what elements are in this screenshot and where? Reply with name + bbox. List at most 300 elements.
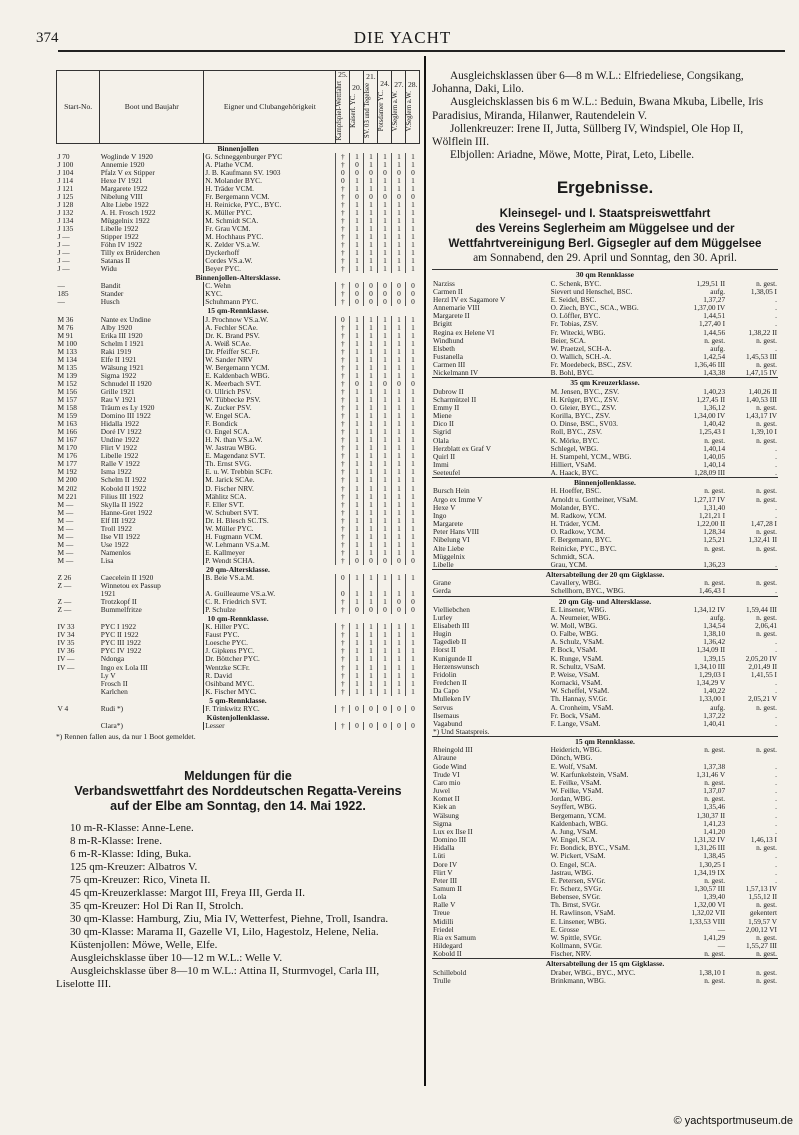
time-day-2: n. gest. <box>756 336 777 345</box>
boat-name: Föhn IV 1922 <box>100 241 143 250</box>
race-mark: 1 <box>392 388 406 396</box>
race-mark: 1 <box>350 233 364 241</box>
race-mark: 1 <box>364 509 378 517</box>
race-mark: 1 <box>406 257 420 265</box>
result-row <box>432 437 778 445</box>
boat-name: Ralle V 1922 <box>100 460 140 469</box>
meldung-line: 35 qm-Kreuzer: Hol Di Ran II, Strolch. <box>70 899 244 912</box>
time-day-2: n. gest. <box>756 420 777 429</box>
race-mark: 1 <box>406 316 420 324</box>
time-day-1: 1,41,20 <box>703 827 726 836</box>
race-mark: 1 <box>406 209 420 217</box>
time-day-1: 1,34,54 <box>703 621 726 630</box>
race-mark: 1 <box>350 623 364 631</box>
race-mark: 1 <box>350 372 364 380</box>
boat-name: Fustanella <box>433 352 463 361</box>
race-mark: 0 <box>350 722 364 730</box>
race-mark: 1 <box>392 688 406 696</box>
start-no: M 166 <box>57 428 78 437</box>
result-row <box>432 329 778 337</box>
race-mark: 1 <box>364 356 378 364</box>
race-row <box>57 209 420 217</box>
time-day-1: 1,29,03 I <box>698 670 726 679</box>
result-row <box>432 828 778 836</box>
race-row <box>57 420 420 428</box>
start-no: M 192 <box>57 468 78 477</box>
time-day-1 <box>674 754 726 762</box>
time-day-2: n. gest. <box>756 279 777 288</box>
time-day-1: 1,27,17 IV <box>693 495 726 504</box>
time-day-2: . <box>775 811 777 820</box>
race-mark: 1 <box>350 452 364 460</box>
race-mark: † <box>336 282 350 290</box>
race-mark: 0 <box>336 169 350 177</box>
time-day-2: . <box>775 787 777 796</box>
owner-club: Th. Ernst SVG. <box>204 460 336 468</box>
start-no: M 139 <box>57 371 78 380</box>
race-mark: 1 <box>392 501 406 509</box>
race-mark: 1 <box>392 533 406 541</box>
result-row <box>432 638 778 646</box>
owner-club: E. Feilke, VSaM. <box>550 778 602 787</box>
owner-club: Lesser <box>204 722 336 730</box>
race-mark: 1 <box>350 340 364 348</box>
result-row <box>432 795 778 803</box>
boat-name: Rudi *) <box>100 704 124 713</box>
race-mark: 1 <box>392 452 406 460</box>
boat-name: Wälsung <box>433 811 459 820</box>
boat-name: Emmy II <box>433 403 460 412</box>
time-day-1: 1,40,22 <box>703 687 726 696</box>
race-mark: 1 <box>378 525 392 533</box>
race-mark: 1 <box>350 388 364 396</box>
meldung-line: 8 m-R-Klasse: Irene. <box>70 834 162 847</box>
race-row <box>57 623 420 631</box>
race-table <box>56 70 420 730</box>
boat-name: Scharmützel II <box>433 395 477 404</box>
boat-name: Ria ex Samum <box>433 933 476 942</box>
boat-name: Miene <box>433 412 452 421</box>
meldung-line: 45 qm-Kreuzerklasse: Margot III, Freya III, Gerda II. <box>70 886 305 899</box>
race-mark: 1 <box>378 680 392 688</box>
race-club: Kaiserl. YC. <box>350 93 358 128</box>
time-day-1: 1,30,57 III <box>694 884 726 893</box>
owner-club: Kollmann, SVGr. <box>550 942 602 951</box>
race-mark: 1 <box>392 201 406 209</box>
page-title: DIE YACHT <box>353 28 452 47</box>
time-day-1: 1,22,00 II <box>696 520 726 529</box>
race-mark: 1 <box>364 388 378 396</box>
race-mark: 1 <box>392 655 406 663</box>
race-mark: 0 <box>364 193 378 201</box>
time-day-1: 1,40,42 <box>703 420 726 429</box>
result-row <box>432 861 778 869</box>
owner-club: W. Engel, SCA. <box>550 836 598 845</box>
boat-name: Wälsung 1921 <box>100 363 144 372</box>
owner-club: Seyffert, WBG. <box>550 803 597 812</box>
race-row <box>57 476 420 484</box>
race-mark: 1 <box>378 340 392 348</box>
time-day-2: 2,05,21 V <box>748 695 777 704</box>
boat-name: Komet II <box>433 795 460 804</box>
boat-name: Erika III 1920 <box>100 331 143 340</box>
result-row <box>432 461 778 469</box>
race-mark: 1 <box>350 420 364 428</box>
race-mark: 1 <box>392 396 406 404</box>
start-no: M 159 <box>57 412 78 421</box>
race-mark: 1 <box>350 541 364 549</box>
meldung-line: 30 qm-Klasse: Marama II, Gazelle VI, Lilo, Hagestolz, Helene, Nelia. <box>70 925 379 938</box>
time-day-2: 1,32,41 II <box>748 536 777 545</box>
race-mark: 1 <box>392 623 406 631</box>
race-mark: 1 <box>406 468 420 476</box>
result-section-title: 15 qm Rennklasse. <box>432 737 778 747</box>
race-mark: 1 <box>364 501 378 509</box>
owner-club: E. Magendanz SVT. <box>204 452 336 460</box>
race-date: 28. <box>407 79 418 89</box>
race-mark: † <box>336 420 350 428</box>
race-mark: 0 <box>392 705 406 713</box>
race-mark: 0 <box>350 169 364 177</box>
result-row <box>432 536 778 544</box>
owner-club: W. Scheffel, VSaM. <box>550 687 610 696</box>
boat-name: Argo ex Imme V <box>433 495 483 504</box>
result-row <box>432 901 778 909</box>
race-mark: 1 <box>406 241 420 249</box>
race-mark: 1 <box>378 655 392 663</box>
race-mark: 1 <box>364 452 378 460</box>
race-mark: 0 <box>350 298 364 306</box>
time-day-2: 1,57,13 IV <box>745 884 777 893</box>
result-section-row <box>432 596 778 606</box>
result-row <box>432 353 778 361</box>
race-mark: 1 <box>406 372 420 380</box>
result-row <box>432 803 778 811</box>
race-mark: 1 <box>350 185 364 193</box>
race-mark: 1 <box>364 380 378 388</box>
boat-name: Doré IV 1922 <box>100 428 142 437</box>
race-mark: 1 <box>378 688 392 696</box>
race-mark: 1 <box>364 185 378 193</box>
boat-name: Hidalla 1922 <box>100 420 140 429</box>
time-day-2: 1,40,26 II <box>748 387 777 396</box>
race-mark: 1 <box>392 672 406 680</box>
race-mark: 1 <box>350 265 364 273</box>
boat-name: Alte Liebe 1922 <box>100 200 149 209</box>
race-mark: 1 <box>364 161 378 169</box>
boat-name: Quirl II <box>433 452 456 461</box>
race-mark: † <box>336 372 350 380</box>
owner-club: W. Spittle, SVGr. <box>550 933 602 942</box>
start-no: Z — <box>57 606 72 615</box>
time-day-2: . <box>775 687 777 696</box>
race-mark: 0 <box>378 169 392 177</box>
race-mark: † <box>336 722 350 730</box>
result-row <box>432 496 778 504</box>
race-mark: 1 <box>406 153 420 161</box>
race-mark: 1 <box>392 664 406 672</box>
time-day-1: 1,36,23 <box>703 560 726 569</box>
race-mark: 1 <box>378 598 392 606</box>
result-row <box>432 469 778 478</box>
race-mark: 1 <box>392 177 406 185</box>
race-mark: 1 <box>364 672 378 680</box>
owner-club: A. Haack, BYC. <box>550 469 599 478</box>
race-row <box>57 598 420 606</box>
result-note-row <box>432 728 778 737</box>
race-mark: 1 <box>392 485 406 493</box>
owner-club: Beyer PYC. <box>204 265 336 273</box>
boat-name: Gode Wind <box>433 762 467 771</box>
race-mark: 1 <box>364 428 378 436</box>
race-mark: 1 <box>378 468 392 476</box>
race-row <box>57 348 420 356</box>
race-mark: † <box>336 460 350 468</box>
race-mark: 1 <box>364 598 378 606</box>
time-day-1: n. gest. <box>704 778 726 787</box>
result-row <box>432 388 778 396</box>
time-day-1: n. gest. <box>704 336 726 345</box>
time-day-1: n. gest. <box>704 544 726 553</box>
race-section-title: 15 qm-Rennklasse. <box>207 306 269 316</box>
race-mark: † <box>336 217 350 225</box>
time-day-1: 1,37,22 <box>703 711 726 720</box>
race-mark: 1 <box>392 476 406 484</box>
boat-name: Hexe V <box>433 503 456 512</box>
time-day-2: . <box>775 304 777 313</box>
race-row <box>57 225 420 233</box>
race-mark: 1 <box>364 647 378 655</box>
race-mark: 1 <box>406 332 420 340</box>
race-row <box>57 541 420 549</box>
start-no: M 133 <box>57 347 78 356</box>
boat-name: PYC IV 1922 <box>100 647 142 656</box>
race-mark: 1 <box>364 265 378 273</box>
race-mark: 0 <box>392 282 406 290</box>
race-row <box>57 493 420 501</box>
start-no: J 135 <box>57 225 74 233</box>
boat-name: Flirt V <box>433 868 453 877</box>
race-mark: 1 <box>378 460 392 468</box>
owner-club: Th. Brnst, SVGr. <box>550 901 601 910</box>
time-day-1: 1,40,23 <box>703 387 726 396</box>
owner-club: B. Bohl, BYC. <box>550 369 594 378</box>
race-mark: 1 <box>406 680 420 688</box>
race-mark: † <box>336 193 350 201</box>
race-mark <box>350 582 364 590</box>
owner-club: Dr. Pfeiffer SC.Fr. <box>204 348 336 356</box>
result-row <box>432 977 778 985</box>
owner-club: Loesche PYC. <box>204 639 336 647</box>
race-mark: 1 <box>350 396 364 404</box>
race-mark: 1 <box>364 476 378 484</box>
race-mark: 1 <box>378 509 392 517</box>
boat-name: Mulleken IV <box>433 695 471 704</box>
race-mark: 1 <box>392 493 406 501</box>
owner-club: Fr. Bock, VSaM. <box>550 711 601 720</box>
race-mark: † <box>336 517 350 525</box>
race-mark: 1 <box>406 623 420 631</box>
race-row <box>57 509 420 517</box>
boat-name: Ly V <box>100 671 116 680</box>
race-mark: 1 <box>378 412 392 420</box>
race-mark: 1 <box>392 249 406 257</box>
race-mark: † <box>336 688 350 696</box>
race-mark: 1 <box>406 549 420 557</box>
race-footnote: *) Rennen fallen aus, da nur 1 Boot gemeldet. <box>56 731 196 741</box>
result-row <box>432 545 778 553</box>
race-row <box>57 249 420 257</box>
race-club: SV. 03 und Tegelsee <box>364 83 372 139</box>
race-mark: 1 <box>392 549 406 557</box>
time-day-1: 1,32,02 VII <box>691 909 726 918</box>
col-race-6 <box>406 71 420 144</box>
race-mark: 1 <box>364 177 378 185</box>
result-row <box>432 969 778 977</box>
owner-club: M. Jensen, BYC., ZSV. <box>550 387 620 396</box>
time-day-2: 1,45,53 III <box>745 352 777 361</box>
race-mark: 1 <box>364 460 378 468</box>
time-day-1: — <box>717 925 726 934</box>
ergebnisse-date: am Sonnabend, den 29. April und Sonntag, den 30. April. <box>473 252 737 265</box>
time-day-2: . <box>775 320 777 329</box>
race-mark: 1 <box>406 493 420 501</box>
race-mark: 1 <box>406 404 420 412</box>
owner-club <box>204 582 336 590</box>
time-day-1: 1,31,26 III <box>694 844 726 853</box>
time-day-2: n. gest. <box>756 630 777 639</box>
race-mark: 1 <box>350 404 364 412</box>
start-no: M 91 <box>57 331 74 340</box>
time-day-1: 1,41,23 <box>703 819 726 828</box>
boat-name: Husch <box>100 298 120 307</box>
race-mark: 1 <box>350 655 364 663</box>
owner-club: Fr. Grau VCM. <box>204 225 336 233</box>
result-row <box>432 671 778 679</box>
start-no: IV 34 <box>57 631 75 640</box>
time-day-2: n. gest. <box>756 933 777 942</box>
boat-name: Nibelung VIII <box>100 192 143 201</box>
race-mark: 0 <box>364 557 378 565</box>
boat-name: Midilli <box>433 917 454 926</box>
race-mark: 1 <box>350 348 364 356</box>
owner-club: Cordes VS.a.W. <box>204 257 336 265</box>
result-row <box>432 893 778 901</box>
meldungen-title-3: auf der Elbe am Sonntag, den 14. Mai 1922. <box>110 798 366 813</box>
result-section-row <box>432 737 778 747</box>
result-row <box>432 663 778 671</box>
meldungen-title-2: Verbandswettfahrt des Norddeutschen Regatta-Vereins <box>74 783 402 798</box>
race-mark: 1 <box>406 517 420 525</box>
time-day-1: n. gest. <box>704 487 726 496</box>
result-row <box>432 844 778 852</box>
owner-club: Wentzke SCFr. <box>204 664 336 672</box>
race-mark: † <box>336 249 350 257</box>
boat-name: Lola <box>433 893 447 902</box>
race-section-row <box>57 713 420 722</box>
race-mark: 0 <box>406 193 420 201</box>
race-mark <box>364 582 378 590</box>
race-mark: 1 <box>350 647 364 655</box>
race-mark: 0 <box>364 298 378 306</box>
race-row <box>57 201 420 209</box>
start-no: J — <box>57 233 70 242</box>
result-section-row <box>432 378 778 388</box>
boat-name: Elf III 1922 <box>100 516 136 525</box>
owner-club: O. Gleier, BYC., ZSV. <box>550 403 617 412</box>
owner-club: H. Fugmann VCM. <box>204 533 336 541</box>
time-day-1: 1,39,40 <box>703 893 726 902</box>
ergebnisse-heading-3: Wettfahrtvereinigung Berl. Gigsegler auf dem Müggelsee <box>448 237 762 251</box>
race-mark: 0 <box>350 282 364 290</box>
result-section-row <box>432 959 778 969</box>
race-mark: † <box>336 298 350 306</box>
race-row <box>57 169 420 177</box>
race-mark: 1 <box>378 476 392 484</box>
time-day-2: . <box>775 876 777 885</box>
race-mark: 1 <box>364 201 378 209</box>
meldungen-list <box>56 822 420 991</box>
race-mark: 1 <box>364 680 378 688</box>
race-mark: 1 <box>350 639 364 647</box>
race-mark: 1 <box>350 509 364 517</box>
race-mark: 1 <box>392 372 406 380</box>
owner-club: R. Schultz, VSaM. <box>550 662 606 671</box>
start-no: M 158 <box>57 404 78 413</box>
boat-name: Peter Hans VIII <box>433 528 480 537</box>
owner-club: K. Zelder VS.a.W. <box>204 241 336 249</box>
race-row <box>57 606 420 614</box>
race-mark: 1 <box>392 324 406 332</box>
boat-name: Kunigunde II <box>433 654 473 663</box>
time-day-2: n. gest. <box>756 495 777 504</box>
race-mark: 1 <box>350 533 364 541</box>
race-mark: 1 <box>378 664 392 672</box>
owner-club: Sievert und Henschel, BSC. <box>550 287 633 296</box>
race-mark: 1 <box>406 420 420 428</box>
race-mark: 1 <box>378 372 392 380</box>
race-mark: 1 <box>364 623 378 631</box>
race-mark: 1 <box>364 257 378 265</box>
owner-club: H. Hoeffer, BSC. <box>550 487 602 496</box>
time-day-1: 1,37,38 <box>703 762 726 771</box>
race-mark: 1 <box>364 541 378 549</box>
boat-name: Pfalz V ex Stipper <box>100 168 155 177</box>
race-mark: 1 <box>364 631 378 639</box>
owner-club: H. N. than VS.a.W. <box>204 436 336 444</box>
race-row <box>57 257 420 265</box>
race-mark: 1 <box>392 639 406 647</box>
race-mark: 1 <box>364 664 378 672</box>
race-mark: 1 <box>392 348 406 356</box>
result-row <box>432 852 778 860</box>
race-mark: 1 <box>406 324 420 332</box>
result-row <box>432 453 778 461</box>
owner-club: Dönch, WBG. <box>550 754 593 763</box>
race-mark: 1 <box>406 672 420 680</box>
result-section-title: 35 qm Kreuzerklasse. <box>432 378 778 388</box>
race-mark: 1 <box>378 452 392 460</box>
race-mark: † <box>336 557 350 565</box>
race-mark: 1 <box>392 541 406 549</box>
race-row <box>57 233 420 241</box>
result-row <box>432 520 778 528</box>
result-row <box>432 345 778 353</box>
race-mark: † <box>336 631 350 639</box>
race-row <box>57 639 420 647</box>
time-day-1: 1,40,41 <box>703 719 726 728</box>
owner-club: H. Reinicke, PYC., BYC. <box>204 201 336 209</box>
